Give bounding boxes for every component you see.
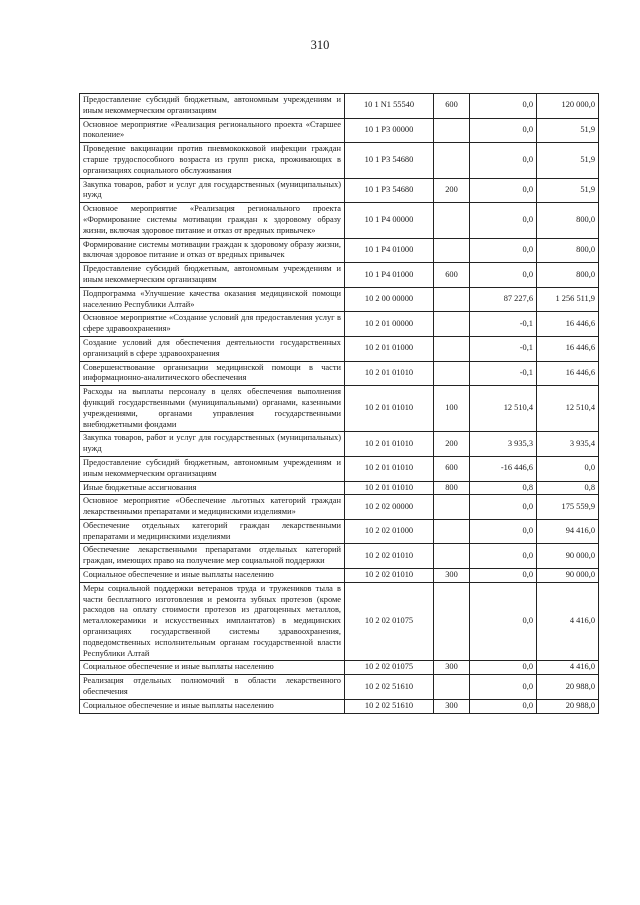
expense-type-cell: 300: [434, 569, 470, 583]
amount-change-cell: 0,0: [470, 519, 537, 544]
table-row: [80, 143, 599, 178]
amount-total-cell: 51,9: [537, 118, 599, 143]
target-code-cell: 10 2 01 01010: [345, 456, 434, 481]
target-code-cell: 10 1 N1 55540: [345, 94, 434, 119]
expense-type-cell: [434, 675, 470, 700]
amount-total-cell: 0,8: [537, 481, 599, 495]
row-name-cell: Подпрограмма «Улучшение качества оказания медицинской помощи населению Республики Алтай»: [80, 287, 345, 312]
target-code-cell: 10 2 02 01000: [345, 519, 434, 544]
expense-type-cell: 100: [434, 386, 470, 432]
target-code-cell: 10 2 00 00000: [345, 287, 434, 312]
table-row: [80, 287, 599, 312]
amount-change-cell: 0,0: [470, 143, 537, 178]
amount-total-cell: 12 510,4: [537, 386, 599, 432]
row-name-cell: Проведение вакцинации против пневмококковой инфекции граждан старше трудоспособного возраста из групп риска, проживающих в организациях социального обслуживания: [80, 143, 345, 178]
expense-type-cell: [434, 544, 470, 569]
amount-total-cell: 16 446,6: [537, 312, 599, 337]
row-name-cell: Закупка товаров, работ и услуг для государственных (муниципальных) нужд: [80, 178, 345, 203]
amount-change-cell: -16 446,6: [470, 456, 537, 481]
amount-total-cell: 20 988,0: [537, 699, 599, 713]
table-row: [80, 386, 599, 432]
amount-change-cell: 0,0: [470, 203, 537, 238]
target-code-cell: 10 2 01 01010: [345, 386, 434, 432]
expense-type-cell: [434, 118, 470, 143]
amount-change-cell: 3 935,3: [470, 432, 537, 457]
row-name-cell: Социальное обеспечение и иные выплаты населению: [80, 699, 345, 713]
amount-change-cell: 12 510,4: [470, 386, 537, 432]
row-name-cell: Предоставление субсидий бюджетным, автономным учреждениям и иным некоммерческим организациям: [80, 456, 345, 481]
row-name-cell: Расходы на выплаты персоналу в целях обеспечения выполнения функций государственными (муниципальными) органами, казенными учреждениями, органами управления государственными внебюджетными фондами: [80, 386, 345, 432]
target-code-cell: 10 2 02 01010: [345, 544, 434, 569]
amount-change-cell: 0,0: [470, 569, 537, 583]
table-row: [80, 519, 599, 544]
row-name-cell: Социальное обеспечение и иные выплаты населению: [80, 569, 345, 583]
amount-total-cell: 1 256 511,9: [537, 287, 599, 312]
amount-total-cell: 51,9: [537, 178, 599, 203]
amount-total-cell: 800,0: [537, 203, 599, 238]
table-row: [80, 481, 599, 495]
budget-table-body: [80, 94, 599, 714]
target-code-cell: 10 2 01 00000: [345, 312, 434, 337]
row-name-cell: Основное мероприятие «Создание условий для предоставления услуг в сфере здравоохранения»: [80, 312, 345, 337]
row-name-cell: Социальное обеспечение и иные выплаты населению: [80, 661, 345, 675]
row-name-cell: Совершенствование организации медицинской помощи в части информационно-аналитического обеспечения: [80, 361, 345, 386]
target-code-cell: 10 2 02 01075: [345, 661, 434, 675]
row-name-cell: Основное мероприятие «Обеспечение льготных категорий граждан лекарственными препаратами и медицинскими изделиями»: [80, 495, 345, 520]
expense-type-cell: 600: [434, 263, 470, 288]
expense-type-cell: 300: [434, 661, 470, 675]
amount-change-cell: -0,1: [470, 312, 537, 337]
table-row: [80, 495, 599, 520]
expense-type-cell: [434, 336, 470, 361]
amount-change-cell: 0,0: [470, 699, 537, 713]
target-code-cell: 10 2 01 01010: [345, 361, 434, 386]
target-code-cell: 10 2 02 00000: [345, 495, 434, 520]
amount-total-cell: 800,0: [537, 263, 599, 288]
amount-total-cell: 800,0: [537, 238, 599, 263]
amount-change-cell: 0,0: [470, 675, 537, 700]
amount-total-cell: 3 935,4: [537, 432, 599, 457]
row-name-cell: Основное мероприятие «Реализация регионального проекта «Старшее поколение»: [80, 118, 345, 143]
amount-total-cell: 90 000,0: [537, 544, 599, 569]
row-name-cell: Формирование системы мотивации граждан к здоровому образу жизни, включая здоровое питание и отказ от вредных привычек: [80, 238, 345, 263]
amount-total-cell: 94 416,0: [537, 519, 599, 544]
row-name-cell: Закупка товаров, работ и услуг для государственных (муниципальных) нужд: [80, 432, 345, 457]
target-code-cell: 10 1 P3 54680: [345, 178, 434, 203]
expense-type-cell: [434, 143, 470, 178]
amount-change-cell: 0,0: [470, 661, 537, 675]
table-row: [80, 432, 599, 457]
row-name-cell: Обеспечение лекарственными препаратами отдельных категорий граждан, имеющих право на получение мер социальной поддержки: [80, 544, 345, 569]
table-row: [80, 544, 599, 569]
row-name-cell: Основное мероприятие «Реализация регионального проекта «Формирование системы мотивации граждан к здоровому образу жизни, включая здоровое питание и отказ от вредных привычек»: [80, 203, 345, 238]
target-code-cell: 10 2 02 01010: [345, 569, 434, 583]
table-row: [80, 263, 599, 288]
amount-total-cell: 120 000,0: [537, 94, 599, 119]
expense-type-cell: [434, 312, 470, 337]
amount-total-cell: 16 446,6: [537, 361, 599, 386]
amount-change-cell: -0,1: [470, 361, 537, 386]
amount-total-cell: 4 416,0: [537, 661, 599, 675]
expense-type-cell: [434, 203, 470, 238]
target-code-cell: 10 1 P3 54680: [345, 143, 434, 178]
amount-total-cell: 90 000,0: [537, 569, 599, 583]
target-code-cell: 10 1 P3 00000: [345, 118, 434, 143]
amount-total-cell: 175 559,9: [537, 495, 599, 520]
expense-type-cell: 200: [434, 432, 470, 457]
row-name-cell: Обеспечение отдельных категорий граждан лекарственными препаратами и медицинскими изделиями: [80, 519, 345, 544]
table-row: [80, 699, 599, 713]
table-row: [80, 238, 599, 263]
expense-type-cell: 300: [434, 699, 470, 713]
amount-change-cell: 0,0: [470, 582, 537, 661]
row-name-cell: Предоставление субсидий бюджетным, автономным учреждениям и иным некоммерческим организациям: [80, 263, 345, 288]
amount-change-cell: 0,0: [470, 263, 537, 288]
target-code-cell: 10 2 01 01010: [345, 481, 434, 495]
table-row: [80, 336, 599, 361]
target-code-cell: 10 2 01 01000: [345, 336, 434, 361]
row-name-cell: Иные бюджетные ассигнования: [80, 481, 345, 495]
target-code-cell: 10 1 P4 01000: [345, 263, 434, 288]
row-name-cell: Предоставление субсидий бюджетным, автономным учреждениям и иным некоммерческим организациям: [80, 94, 345, 119]
expense-type-cell: [434, 495, 470, 520]
amount-total-cell: 16 446,6: [537, 336, 599, 361]
table-row: [80, 94, 599, 119]
table-row: [80, 582, 599, 661]
table-row: [80, 203, 599, 238]
expense-type-cell: [434, 361, 470, 386]
row-name-cell: Меры социальной поддержки ветеранов труда и тружеников тыла в части бесплатного изготовления и ремонта зубных протезов (кроме расходов на оплату стоимости протезов из драгоценных металлов, металлокерамики и искусственных имплантатов) в медицинских организациях государственной системы здравоохранения, подведомственных исполнительным органам государственной власти Республики Алтай: [80, 582, 345, 661]
amount-change-cell: 87 227,6: [470, 287, 537, 312]
amount-change-cell: 0,0: [470, 94, 537, 119]
table-row: [80, 361, 599, 386]
amount-change-cell: 0,8: [470, 481, 537, 495]
amount-change-cell: 0,0: [470, 178, 537, 203]
target-code-cell: 10 2 02 01075: [345, 582, 434, 661]
expense-type-cell: 800: [434, 481, 470, 495]
amount-total-cell: 20 988,0: [537, 675, 599, 700]
table-row: [80, 661, 599, 675]
amount-change-cell: 0,0: [470, 238, 537, 263]
table-row: [80, 456, 599, 481]
amount-total-cell: 0,0: [537, 456, 599, 481]
amount-total-cell: 51,9: [537, 143, 599, 178]
expense-type-cell: [434, 287, 470, 312]
expense-type-cell: 600: [434, 94, 470, 119]
row-name-cell: Реализация отдельных полномочий в области лекарственного обеспечения: [80, 675, 345, 700]
table-row: [80, 569, 599, 583]
table-row: [80, 675, 599, 700]
table-row: [80, 178, 599, 203]
target-code-cell: 10 2 01 01010: [345, 432, 434, 457]
expense-type-cell: [434, 519, 470, 544]
page-number: 310: [310, 38, 330, 52]
target-code-cell: 10 2 02 51610: [345, 699, 434, 713]
amount-change-cell: -0,1: [470, 336, 537, 361]
expense-type-cell: 200: [434, 178, 470, 203]
table-row: [80, 118, 599, 143]
row-name-cell: Создание условий для обеспечения деятельности государственных организаций в сфере здравоохранения: [80, 336, 345, 361]
target-code-cell: 10 2 02 51610: [345, 675, 434, 700]
expense-type-cell: [434, 238, 470, 263]
budget-table: [79, 93, 599, 714]
expense-type-cell: [434, 582, 470, 661]
amount-change-cell: 0,0: [470, 495, 537, 520]
amount-change-cell: 0,0: [470, 118, 537, 143]
target-code-cell: 10 1 P4 00000: [345, 203, 434, 238]
table-row: [80, 312, 599, 337]
amount-total-cell: 4 416,0: [537, 582, 599, 661]
amount-change-cell: 0,0: [470, 544, 537, 569]
expense-type-cell: 600: [434, 456, 470, 481]
target-code-cell: 10 1 P4 01000: [345, 238, 434, 263]
